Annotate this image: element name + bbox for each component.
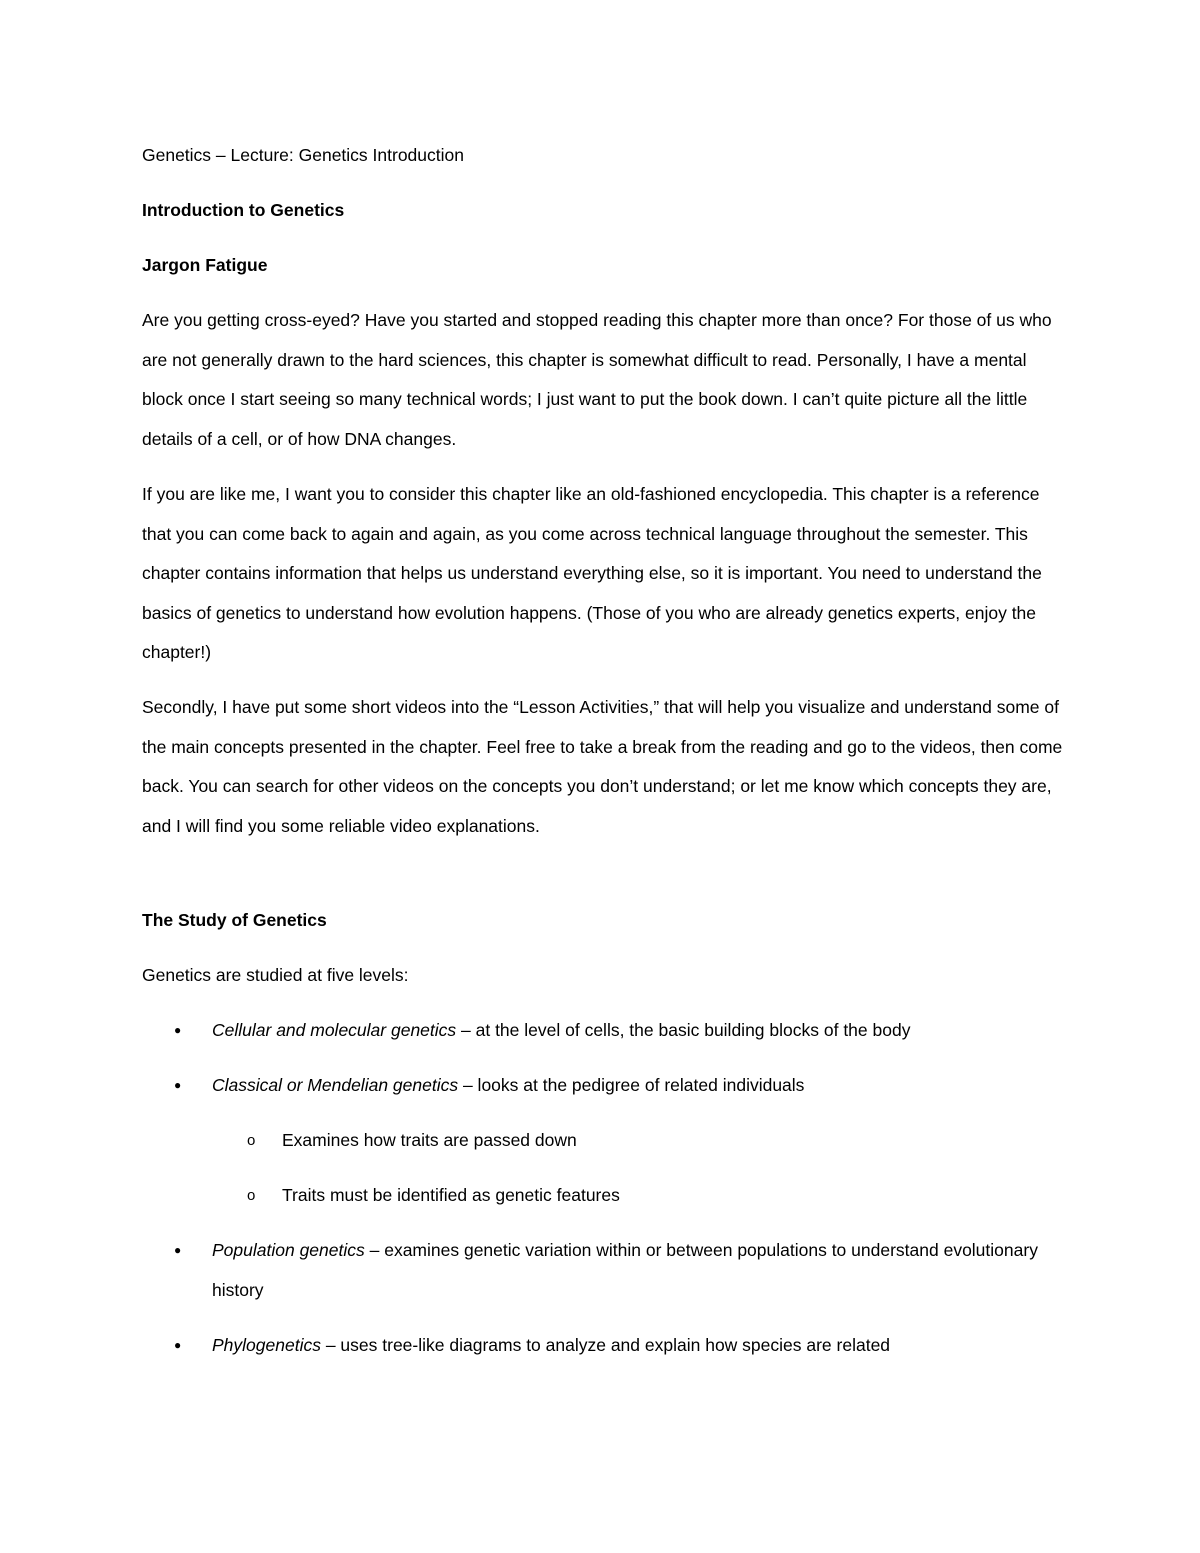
bullet-icon: ●	[174, 1078, 182, 1092]
list-item-desc: – examines genetic variation within or between populations to understand evolutionary history	[212, 1240, 1038, 1300]
list-item-term: Cellular and molecular genetics	[212, 1020, 457, 1040]
circle-bullet-icon: o	[247, 1132, 256, 1149]
list-item-desc: – uses tree-like diagrams to analyze and explain how species are related	[320, 1335, 891, 1355]
list-item-term: Phylogenetics	[212, 1335, 321, 1355]
circle-bullet-icon: o	[247, 1187, 256, 1204]
list-item-desc: – at the level of cells, the basic building blocks of the body	[456, 1020, 911, 1040]
list-item-term: Population genetics	[212, 1240, 365, 1260]
list-item-term: Classical or Mendelian genetics	[212, 1075, 459, 1095]
paragraph-3: Secondly, I have put some short videos into the “Lesson Activities,” that will help you visualize and understand some of the main concepts presented in the chapter. Feel free to take a break from the reading and go to the videos, then come back. You can search for other videos on the concepts you don’t understand; or let me know which concepts they are, and I will find you some reliable video explanations.	[142, 697, 1063, 836]
document-header: Genetics – Lecture: Genetics Introduction	[142, 145, 464, 165]
paragraph-2: If you are like me, I want you to consider this chapter like an old-fashioned encyclopedia. This chapter is a reference that you can come back to again and again, as you come across technical language throughout the semester. This chapter contains information that helps us understand everything else, so it is important. You need to understand the basics of genetics to understand how evolution happens. (Those of you who are already genetics experts, enjoy the chapter!)	[142, 484, 1042, 663]
intro-line: Genetics are studied at five levels:	[142, 965, 409, 985]
list-item-text	[212, 1066, 1072, 1106]
heading-study-of-genetics: The Study of Genetics	[142, 910, 327, 930]
sub-list-item-text: Traits must be identified as genetic features	[282, 1185, 620, 1205]
list-item-text	[212, 1011, 1072, 1051]
list-item-text	[212, 1231, 1062, 1310]
paragraph-1: Are you getting cross-eyed? Have you started and stopped reading this chapter more than once? For those of us who are not generally drawn to the hard sciences, this chapter is somewhat difficult to read. Personally, I have a mental block once I start seeing so many technical words; I just want to put the book down. I can’t quite picture all the little details of a cell, or of how DNA changes.	[142, 310, 1052, 449]
sub-list-item-text: Examines how traits are passed down	[282, 1130, 577, 1150]
list-item-text	[212, 1326, 1072, 1366]
heading-jargon-fatigue: Jargon Fatigue	[142, 255, 268, 275]
list-item-desc: – looks at the pedigree of related individuals	[458, 1075, 805, 1095]
bullet-icon: ●	[174, 1338, 182, 1352]
heading-introduction: Introduction to Genetics	[142, 200, 345, 220]
bullet-icon: ●	[174, 1243, 182, 1257]
bullet-icon: ●	[174, 1023, 182, 1037]
